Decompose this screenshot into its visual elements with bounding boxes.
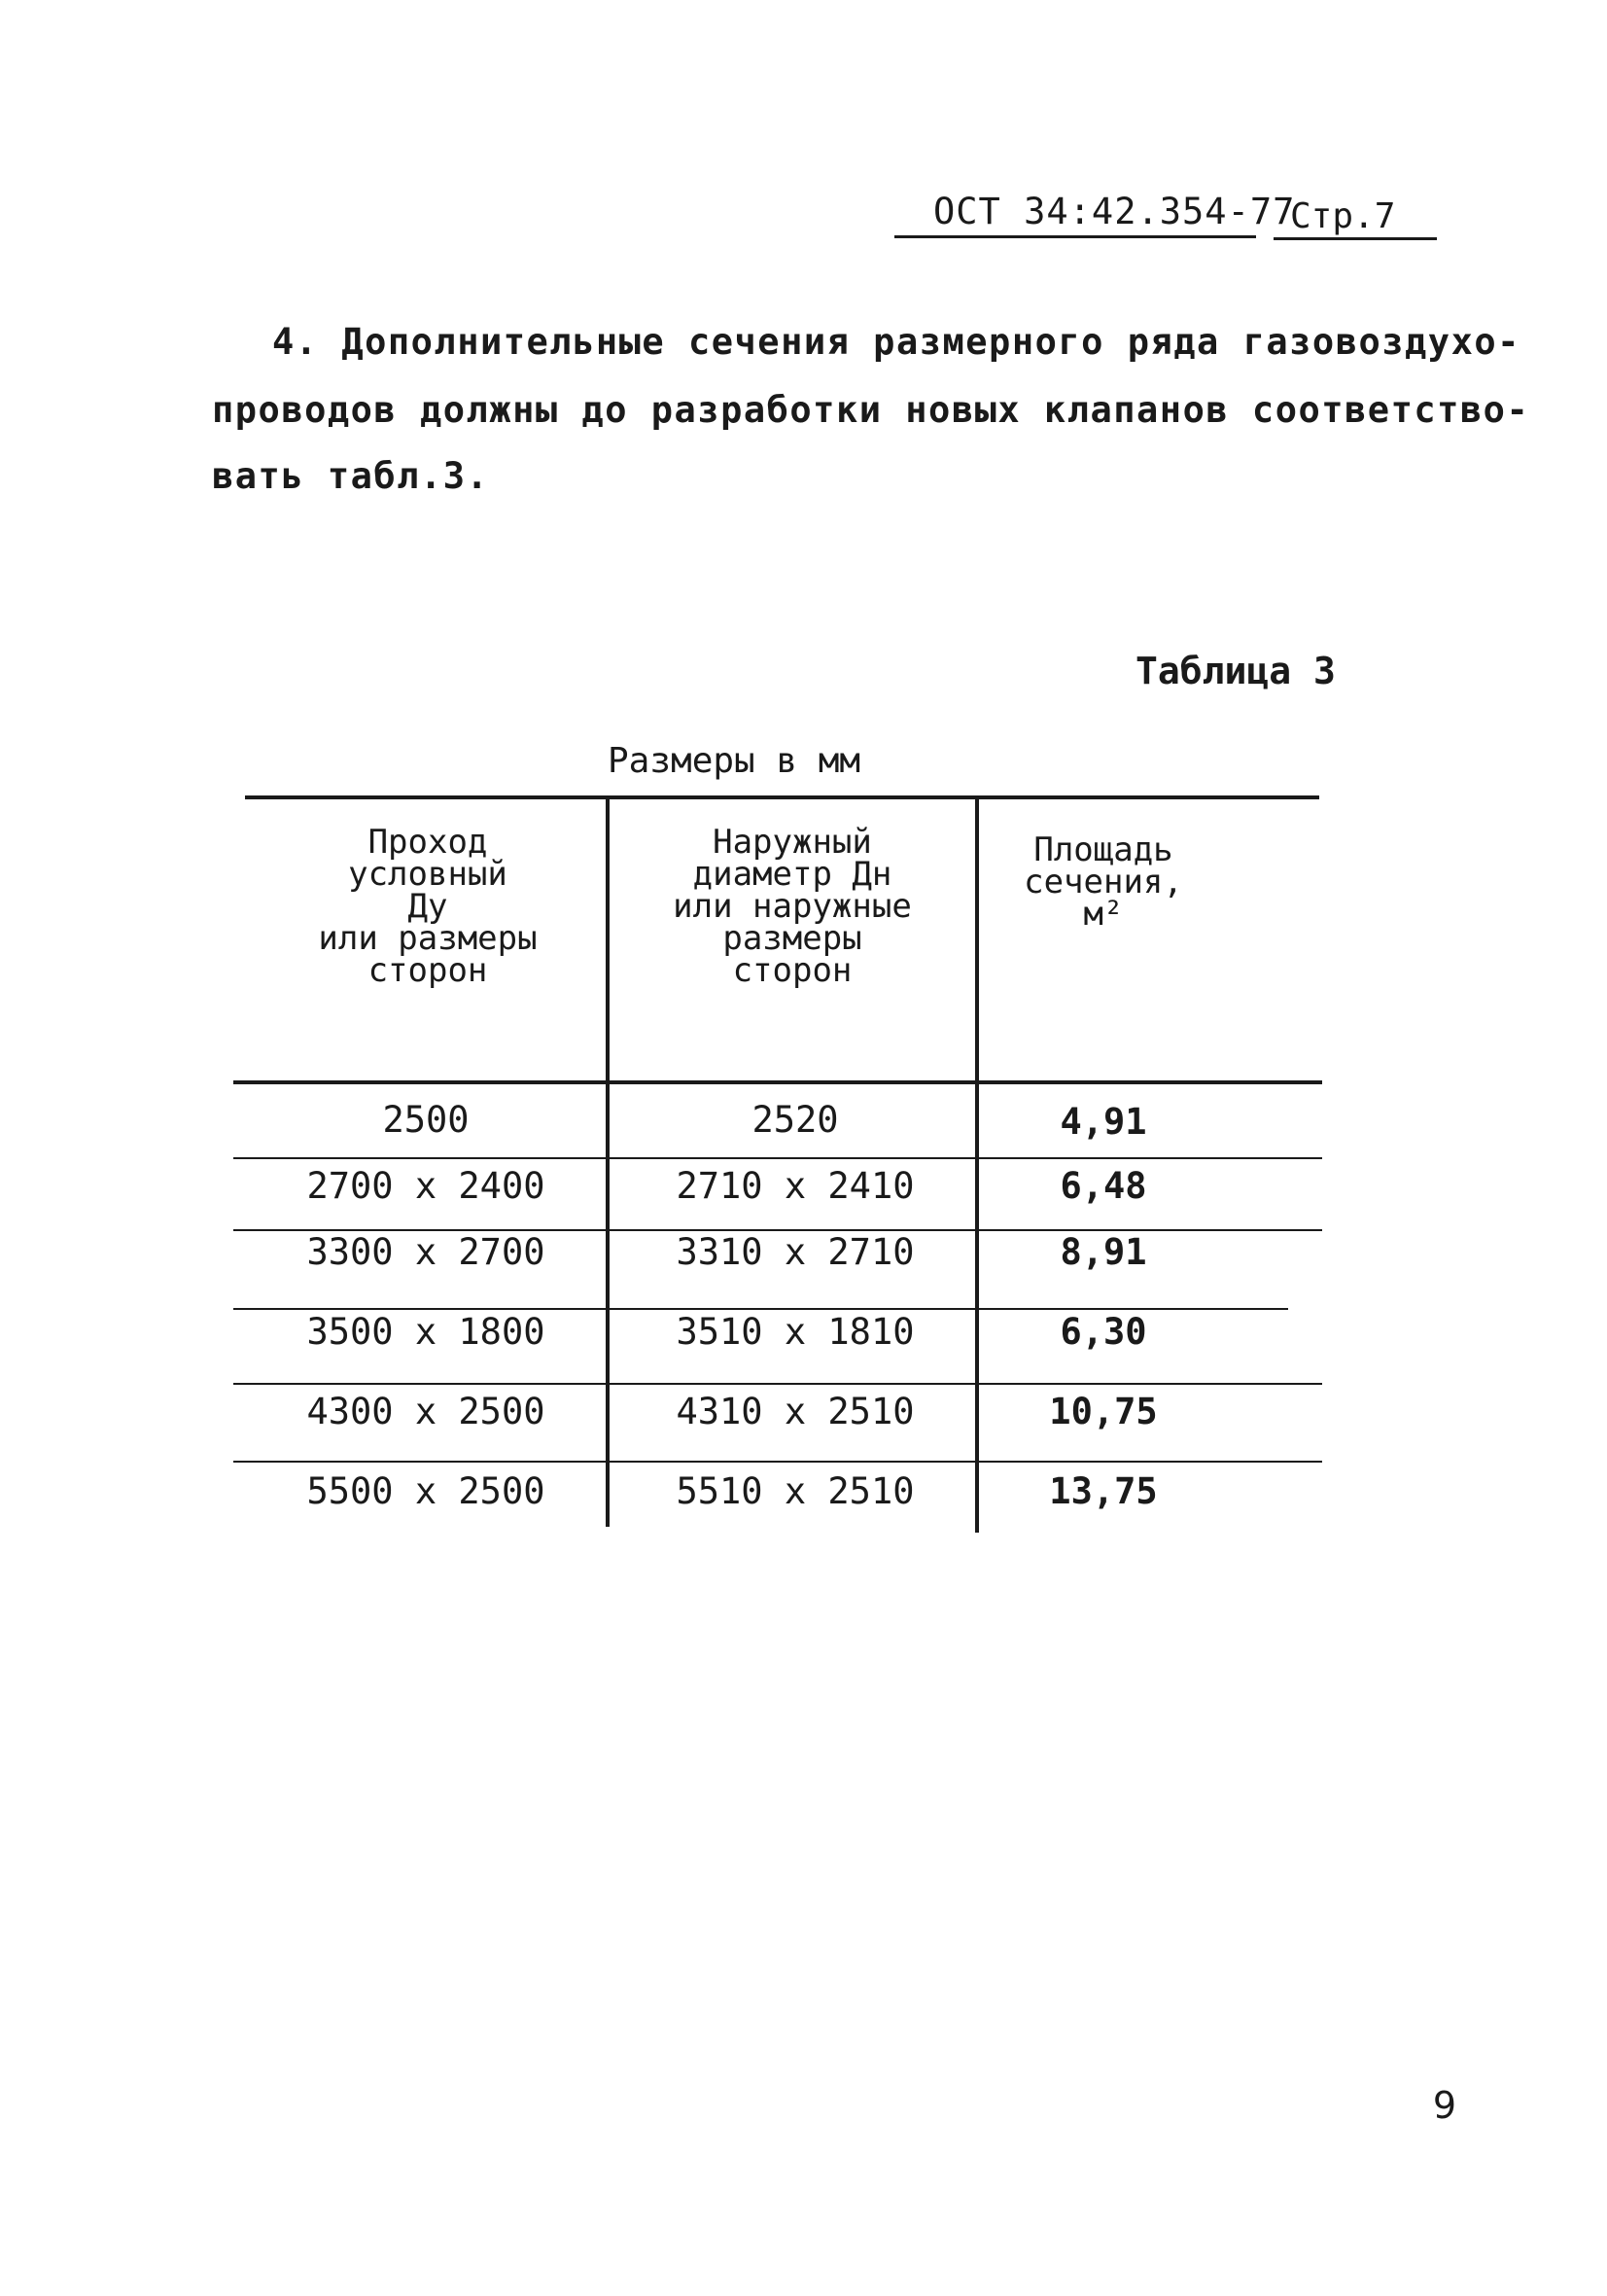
- table-cell-row4-col1: 3500 x 1800: [306, 1311, 545, 1353]
- units-note: Размеры в мм: [608, 741, 861, 781]
- header-underline: [894, 235, 1256, 238]
- page-number: 9: [1432, 2084, 1456, 2127]
- table-caption: Таблица 3: [1135, 650, 1336, 692]
- page-ref-underline: [1274, 237, 1437, 240]
- row-rule: [233, 1308, 1288, 1310]
- table-cell-row1-col3: 4,91: [1060, 1101, 1147, 1143]
- paragraph-line-2: проводов должны до разработки новых клапанов соответство-: [212, 389, 1530, 431]
- table-cell-row4-col2: 3510 x 1810: [676, 1311, 915, 1353]
- header-col-1: Проход условный Ду или размеры сторон: [318, 823, 538, 990]
- table-cell-row1-col2: 2520: [751, 1099, 839, 1141]
- table-cell-row5-col2: 4310 x 2510: [676, 1391, 915, 1432]
- table-cell-row1-col1: 2500: [382, 1099, 470, 1141]
- paragraph-line-3: вать табл.3.: [212, 455, 490, 497]
- table-cell-row6-col1: 5500 x 2500: [306, 1470, 545, 1512]
- table-cell-row6-col3: 13,75: [1049, 1470, 1158, 1512]
- page-reference: Стр.7: [1290, 196, 1396, 236]
- table-cell-row2-col3: 6,48: [1060, 1165, 1147, 1207]
- row-rule: [233, 1461, 1322, 1463]
- row-rule: [233, 1157, 1322, 1159]
- row-rule: [233, 1383, 1322, 1385]
- table-cell-row4-col3: 6,30: [1060, 1311, 1147, 1353]
- table-cell-row5-col3: 10,75: [1049, 1391, 1158, 1432]
- table-cell-row5-col1: 4300 x 2500: [306, 1391, 545, 1432]
- table-cell-row2-col2: 2710 x 2410: [676, 1165, 915, 1207]
- table-cell-row2-col1: 2700 x 2400: [306, 1165, 545, 1207]
- header-col-2: Наружный диаметр Дн или наружные размеры сторон: [673, 823, 912, 990]
- table-top-rule: [245, 795, 1319, 799]
- table-cell-row3-col3: 8,91: [1060, 1231, 1147, 1273]
- header-bottom-rule: [233, 1080, 1322, 1084]
- table-cell-row3-col1: 3300 x 2700: [306, 1231, 545, 1273]
- paragraph-line-1: 4. Дополнительные сечения размерного ряда газовоздухо-: [272, 321, 1520, 363]
- document-code: ОСТ 34:42.354-77: [933, 191, 1296, 232]
- table-cell-row3-col2: 3310 x 2710: [676, 1231, 915, 1273]
- header-col-3: Площадь сечения, м²: [1024, 830, 1183, 934]
- table-cell-row6-col2: 5510 x 2510: [676, 1470, 915, 1512]
